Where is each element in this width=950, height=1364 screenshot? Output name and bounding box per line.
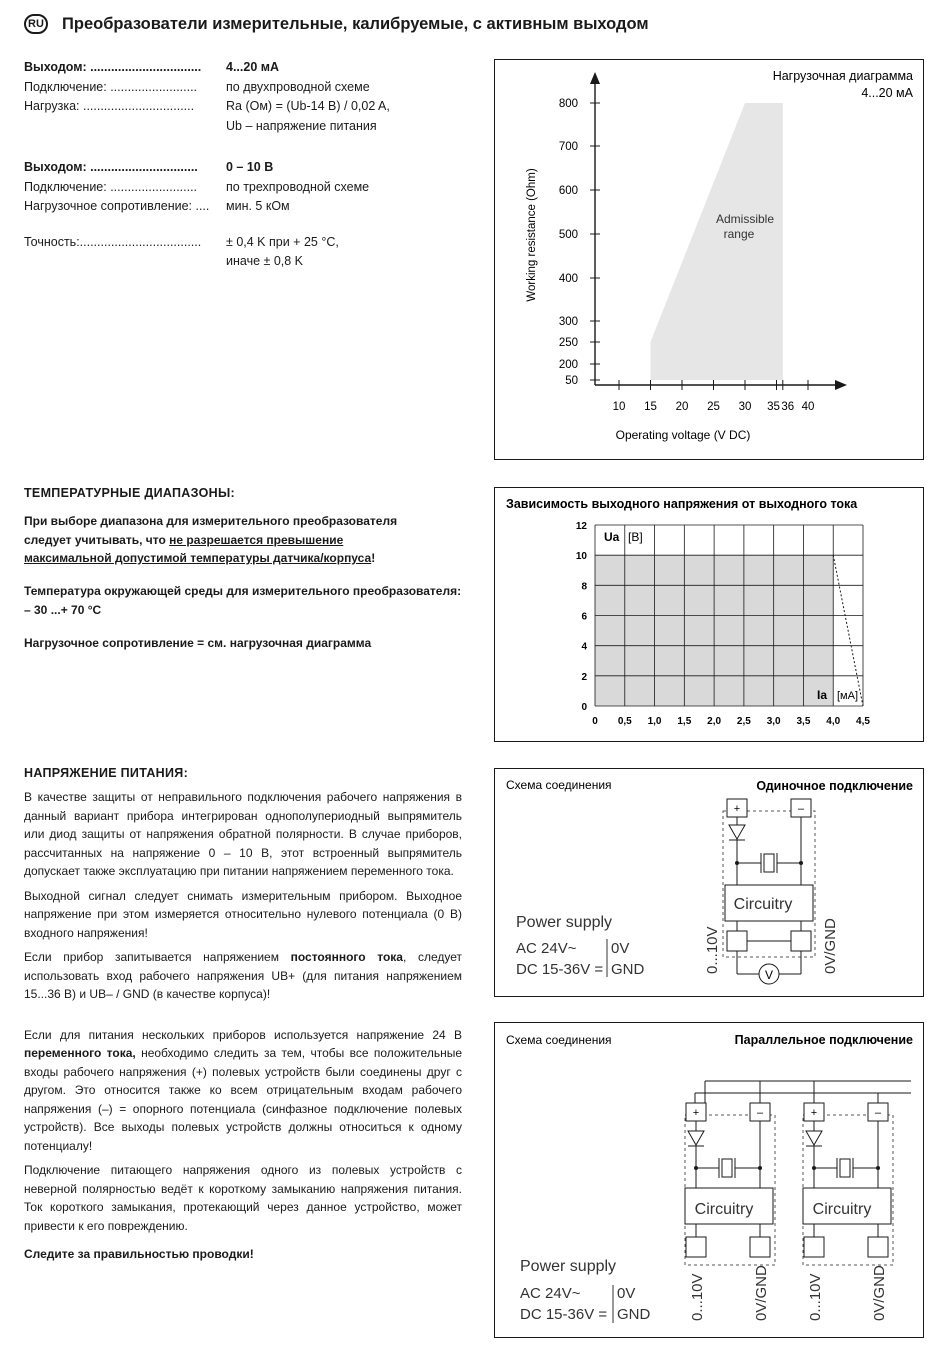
dc-label: DC 15-36V = bbox=[516, 961, 604, 978]
junction-dot bbox=[799, 861, 803, 865]
gnd-label: 0V/GND bbox=[822, 918, 839, 974]
spec-value: 0 – 10 В bbox=[226, 160, 274, 174]
temperature-warning bbox=[24, 512, 469, 568]
spec-row bbox=[24, 252, 484, 272]
temp-p1-b: следует учитывать, что bbox=[24, 532, 170, 547]
ambient-temperature bbox=[24, 582, 469, 620]
load-diagram-box bbox=[494, 59, 924, 460]
parallel-label: Схема соединения bbox=[506, 1033, 612, 1047]
spec-key: Подключение: ......................... bbox=[24, 179, 198, 194]
single-label: Схема соединения bbox=[506, 778, 612, 792]
parallel-connection-box bbox=[494, 1022, 924, 1338]
output-terminal bbox=[727, 931, 747, 951]
ua-label: Ua bbox=[604, 530, 620, 544]
single-connection-box bbox=[494, 768, 924, 997]
y-tick-label: 400 bbox=[558, 273, 578, 285]
x-tick-label: 4,5 bbox=[856, 716, 870, 727]
spec-group-voltage bbox=[24, 158, 484, 217]
temp-p1-u2: максимальной допустимой температуры датчика/корпуса bbox=[24, 551, 372, 565]
junction-dot bbox=[812, 1166, 816, 1170]
spec-row bbox=[24, 97, 484, 117]
spec-key bbox=[24, 117, 226, 137]
y-tick-label: 800 bbox=[558, 98, 578, 110]
spec-value: иначе ± 0,8 K bbox=[226, 254, 304, 268]
x-tick-label: 35 bbox=[767, 401, 780, 413]
device-1 bbox=[685, 1081, 775, 1321]
y-tick-label: 12 bbox=[575, 521, 587, 532]
diode-icon bbox=[806, 1131, 822, 1145]
y-tick-label: 10 bbox=[575, 551, 587, 563]
spec-value: Ub – напряжение питания bbox=[226, 118, 377, 133]
y-axis-arrow bbox=[590, 72, 600, 84]
power-p3-a: Если прибор запитывается напряжением bbox=[24, 950, 291, 964]
ac-label: AC 24V~ bbox=[516, 940, 577, 957]
x-tick-label: 25 bbox=[707, 401, 720, 413]
x-axis-arrow bbox=[835, 380, 847, 390]
output-label: 0...10V bbox=[689, 1273, 706, 1321]
spec-key: Выходом: ............................... bbox=[24, 160, 198, 174]
x-tick-label: 15 bbox=[644, 401, 657, 413]
spec-value: ± 0,4 K при + 25 °C, bbox=[226, 234, 339, 249]
x-tick-label: 2,5 bbox=[736, 716, 751, 727]
y-tick-label: 0 bbox=[581, 702, 587, 713]
y-tick-label: 200 bbox=[558, 359, 578, 371]
circuitry-label: Circuitry bbox=[733, 896, 793, 913]
spec-row bbox=[24, 178, 484, 198]
power-supply-label: Power supply bbox=[520, 1258, 617, 1275]
spec-key: Выходом: ................................ bbox=[24, 60, 202, 74]
gnd-terminal bbox=[868, 1237, 888, 1257]
temp-p2-a: Температура окружающей среды для измерительного преобразователя: bbox=[24, 583, 462, 598]
x-tick-label: 4,0 bbox=[826, 716, 841, 727]
x-tick-label: 40 bbox=[801, 401, 815, 413]
falloff-line bbox=[833, 555, 863, 706]
spec-row bbox=[24, 117, 484, 137]
crystal-icon bbox=[722, 1159, 732, 1177]
language-badge: RU bbox=[24, 14, 48, 34]
spec-row bbox=[24, 197, 484, 217]
load-chart-xlabel: Operating voltage (V DC) bbox=[615, 428, 751, 442]
page-title: Преобразователи измерительные, калибруемые, с активным выходом bbox=[62, 14, 649, 33]
y-tick-label: 50 bbox=[565, 375, 578, 387]
region-label-2: range bbox=[723, 227, 755, 241]
x-tick-label: 3,0 bbox=[766, 716, 781, 727]
zero-volt-label: 0V bbox=[617, 1285, 636, 1302]
parallel-connection-diagram bbox=[495, 1023, 923, 1337]
gnd-terminal bbox=[750, 1237, 770, 1257]
y-tick-label: 700 bbox=[558, 141, 578, 153]
load-chart-subtitle: 4...20 мА bbox=[861, 86, 913, 100]
minus-sign: – bbox=[874, 1107, 882, 1119]
circuitry-label: Circuitry bbox=[812, 1201, 872, 1218]
output-terminal bbox=[686, 1237, 706, 1257]
gnd-legend-label: GND bbox=[611, 961, 645, 978]
ua-unit: [В] bbox=[628, 530, 643, 544]
gnd-legend-label: GND bbox=[617, 1306, 651, 1323]
spec-key: Нагрузка: ................................ bbox=[24, 99, 195, 113]
plus-sign: + bbox=[692, 1107, 700, 1119]
region-label-1: Admissible bbox=[715, 212, 775, 226]
junction-dot bbox=[876, 1166, 880, 1170]
x-tick-label: 10 bbox=[612, 401, 626, 413]
spec-key: Точность:................................... bbox=[24, 234, 202, 249]
temperature-section bbox=[24, 486, 469, 650]
ac-label: AC 24V~ bbox=[520, 1285, 581, 1302]
spec-key: Подключение: ......................... bbox=[24, 79, 198, 94]
spec-value: мин. 5 кОм bbox=[226, 199, 290, 213]
gnd-terminal bbox=[791, 931, 811, 951]
x-tick-label: 2,0 bbox=[707, 716, 722, 727]
spec-group-accuracy bbox=[24, 233, 484, 272]
ia-label: Ia bbox=[817, 688, 828, 702]
spec-row bbox=[24, 58, 484, 78]
page-header bbox=[24, 14, 649, 34]
single-connection-diagram bbox=[495, 769, 923, 996]
voltage-chart-title: Зависимость выходного напряжения от выходного тока bbox=[506, 497, 858, 511]
junction-dot bbox=[758, 1166, 762, 1170]
load-chart-title: Нагрузочная диаграмма bbox=[772, 69, 913, 83]
temp-p2-b: – 30 ...+ 70 °C bbox=[24, 602, 102, 617]
power-p2: Выходной сигнал следует снимать измерительным прибором. Выходное напряжение при этом измеряется относительно нулевого потенциала (0 В) входного напряжения! bbox=[24, 888, 462, 940]
voltmeter-label: V bbox=[764, 968, 774, 982]
power-p3-c: , следует использовать вход рабочего напряжения UB+ (для питания напряжением 15...36 В) и UB– / GND (в качестве корпуса)! bbox=[24, 950, 463, 1001]
single-title: Одиночное подключение bbox=[756, 779, 913, 793]
power-p4 bbox=[24, 1026, 462, 1156]
spec-value: по двухпроводной схеме bbox=[226, 79, 370, 94]
zero-volt-label: 0V bbox=[611, 940, 630, 957]
temp-p1-a: При выборе диапазона для измерительного преобразователя bbox=[24, 514, 398, 528]
diode-icon bbox=[729, 825, 745, 839]
voltage-current-chart bbox=[495, 488, 923, 741]
load-chart-ylabel: Working resistance (Ohm) bbox=[526, 168, 538, 302]
y-tick-label: 300 bbox=[558, 316, 578, 328]
power-supply-label: Power supply bbox=[516, 914, 613, 931]
y-tick-label: 250 bbox=[558, 337, 578, 349]
output-terminal bbox=[804, 1237, 824, 1257]
power-p3-b: постоянного тока bbox=[290, 950, 403, 964]
power-heading: НАПРЯЖЕНИЕ ПИТАНИЯ: bbox=[24, 766, 189, 780]
output-label: 0...10V bbox=[704, 926, 721, 974]
spec-group-current bbox=[24, 58, 484, 136]
x-tick-label: 0,5 bbox=[617, 716, 632, 727]
spec-key: Нагрузочное сопротивление: .... bbox=[24, 199, 210, 213]
specifications bbox=[24, 58, 484, 272]
ia-unit: [мА] bbox=[837, 690, 859, 702]
load-resistance-note: Нагрузочное сопротивление = см. нагрузочная диаграмма bbox=[24, 635, 372, 650]
temp-p1-end: ! bbox=[371, 551, 376, 565]
x-tick-label: 36 bbox=[781, 401, 795, 413]
temperature-heading: ТЕМПЕРАТУРНЫЕ ДИАПАЗОНЫ: bbox=[24, 486, 235, 500]
device-2 bbox=[803, 1081, 893, 1321]
junction-dot bbox=[694, 1166, 698, 1170]
y-tick-label: 6 bbox=[581, 611, 587, 623]
crystal-icon bbox=[764, 854, 774, 872]
y-tick-label: 8 bbox=[581, 581, 587, 593]
junction-dot bbox=[735, 861, 739, 865]
voltage-current-box bbox=[494, 487, 924, 742]
load-diagram bbox=[495, 60, 923, 459]
x-tick-label: 1,0 bbox=[647, 716, 662, 727]
y-tick-label: 2 bbox=[581, 671, 587, 683]
spec-row bbox=[24, 233, 484, 253]
output-label: 0...10V bbox=[807, 1273, 824, 1321]
spec-value: Ra (Ом) = (Ub-14 В) / 0,02 A, bbox=[226, 99, 390, 113]
crystal-icon bbox=[840, 1159, 850, 1177]
power-p3 bbox=[24, 948, 462, 1004]
y-tick-label: 4 bbox=[581, 641, 587, 653]
temp-p1-u1: не разрешается превышение bbox=[169, 532, 344, 547]
power-p5: Подключение питающего напряжения одного из полевых устройств с неверной полярностью ведёт к короткому замыканию напряжения питания. Ток короткого замыкания, протекающий через данное устройство, может привести к его повреждению. bbox=[24, 1163, 462, 1233]
spec-key bbox=[24, 252, 226, 272]
power-p6: Следите за правильностью проводки! bbox=[24, 1247, 254, 1261]
y-tick-label: 500 bbox=[558, 229, 578, 241]
y-tick-label: 600 bbox=[558, 185, 578, 197]
spec-value: 4...20 мА bbox=[226, 60, 280, 74]
x-tick-label: 0 bbox=[592, 716, 598, 727]
power-p4-b: переменного тока, bbox=[24, 1046, 136, 1060]
power-supply-section bbox=[24, 766, 462, 1264]
dc-label: DC 15-36V = bbox=[520, 1306, 608, 1323]
power-p4-a: Если для питания нескольких приборов используется напряжение 24 В bbox=[24, 1027, 462, 1042]
parallel-title: Параллельное подключение bbox=[734, 1033, 913, 1047]
spec-row bbox=[24, 78, 484, 98]
plus-sign: + bbox=[733, 803, 741, 815]
admissible-range-area bbox=[651, 103, 783, 380]
gnd-label: 0V/GND bbox=[753, 1265, 770, 1321]
x-tick-label: 30 bbox=[738, 401, 752, 413]
plus-sign: + bbox=[810, 1107, 818, 1119]
x-tick-label: 3,5 bbox=[796, 716, 811, 727]
x-tick-label: 20 bbox=[675, 401, 689, 413]
gnd-label: 0V/GND bbox=[871, 1265, 888, 1321]
circuitry-label: Circuitry bbox=[694, 1201, 754, 1218]
diode-icon bbox=[688, 1131, 704, 1145]
power-p1: В качестве защиты от неправильного подключения рабочего напряжения в данный вариант прибора интегрирован однополупериодный выпрямитель или диод защиты от напряжения обратной полярности. В случае приборов, рассчитанных на напряжение 0 – 10 В, этот встроенный выпрямитель допускает также эксплуатацию при питании напряжением переменного тока. bbox=[24, 790, 462, 878]
power-p4-c: необходимо следить за тем, чтобы все положительные входы рабочего напряжения (+) полевых устройств были соединены друг с другом. Это относится также ко всем отрицательным входам рабочего напряжения (–) = опорного потенциала (синфазное подключение полевых устройств). Все выходы полевых устройств должны относиться к одному потенциалу! bbox=[24, 1046, 462, 1153]
minus-sign: – bbox=[756, 1107, 764, 1119]
spec-row bbox=[24, 158, 484, 178]
minus-sign: – bbox=[797, 803, 805, 815]
x-tick-label: 1,5 bbox=[677, 716, 692, 727]
spec-value: по трехпроводной схеме bbox=[226, 179, 370, 194]
